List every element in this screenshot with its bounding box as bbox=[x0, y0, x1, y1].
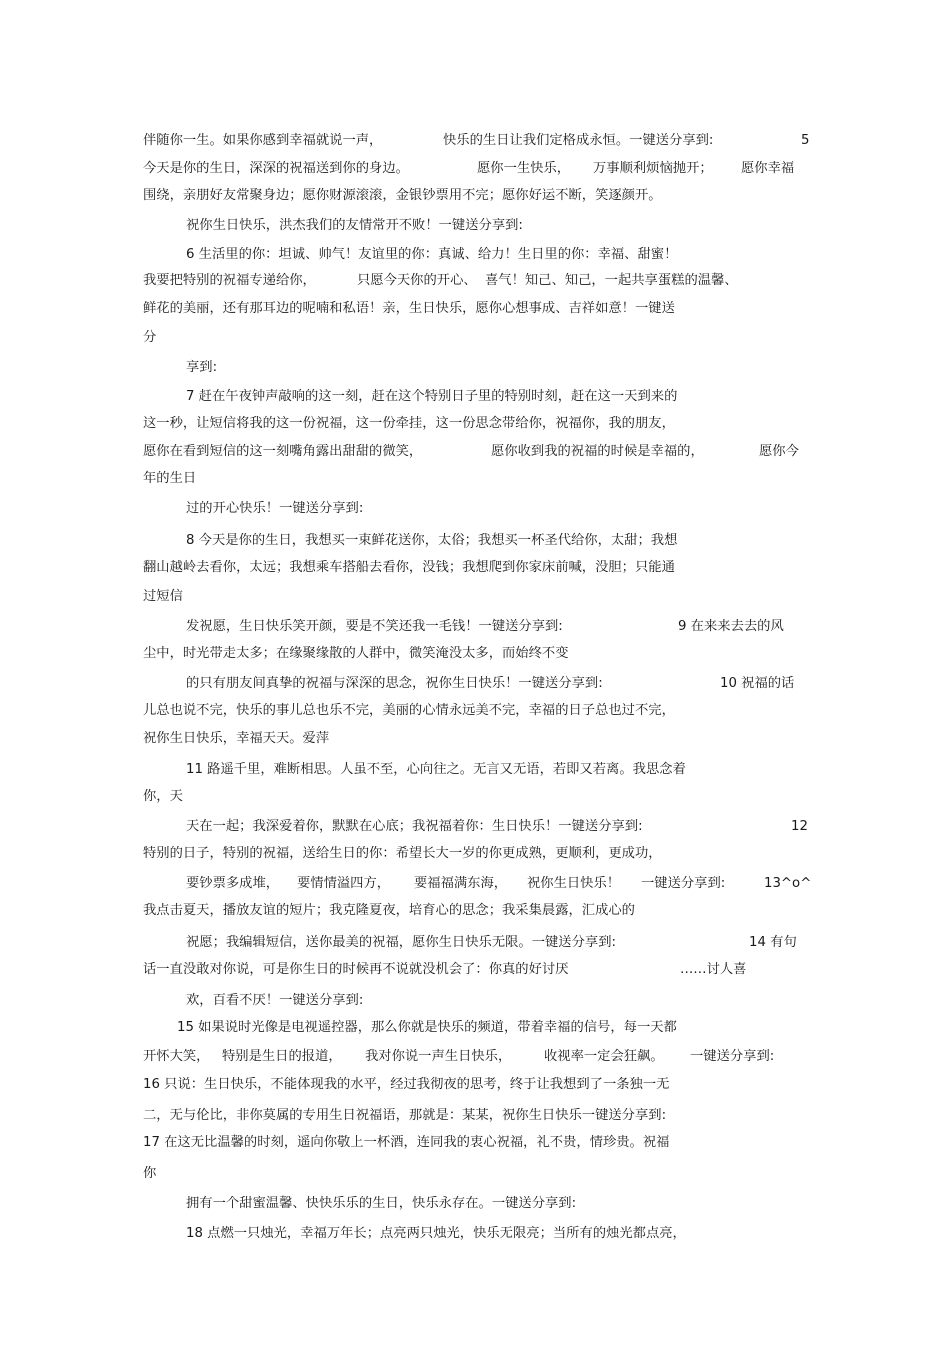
text-segment: 祝你生日快乐，洪杰我们的友情常开不败！一键送分享到: bbox=[186, 218, 523, 233]
text-line bbox=[0, 358, 950, 378]
text-segment: 要情情溢四方， bbox=[297, 876, 391, 891]
text-segment: 的只有朋友间真挚的祝福与深深的思念，祝你生日快乐！一键送分享到: bbox=[186, 676, 603, 691]
text-segment: 鲜花的美丽，还有那耳边的呢喃和私语！亲，生日快乐，愿你心想事成、吉祥如意！一键送 bbox=[143, 301, 675, 316]
text-segment: 只愿今天你的开心、 bbox=[357, 273, 477, 288]
text-segment: 分 bbox=[143, 330, 157, 345]
text-line bbox=[0, 558, 950, 578]
text-line bbox=[0, 729, 950, 749]
text-segment: 17 在这无比温馨的时刻，遥向你敬上一杯酒，连同我的衷心祝福，礼不贵，情珍贵。祝福 bbox=[143, 1135, 670, 1150]
text-line bbox=[0, 216, 950, 236]
text-segment: 18 点燃一只烛光，幸福万年长；点亮两只烛光，快乐无限亮；当所有的烛光都点亮， bbox=[186, 1226, 686, 1241]
text-segment: 我要把特别的祝福专递给你， bbox=[143, 273, 316, 288]
text-segment: 愿你今 bbox=[759, 444, 799, 459]
text-line bbox=[0, 960, 950, 980]
text-segment: 翻山越岭去看你，太远；我想乘车搭船去看你，没钱；我想爬到你家床前喊，没胆；只能通 bbox=[143, 560, 675, 575]
text-line bbox=[0, 387, 950, 407]
text-segment: 8 今天是你的生日，我想买一束鲜花送你，太俗；我想买一杯圣代给你，太甜；我想 bbox=[186, 533, 678, 548]
text-line bbox=[0, 1018, 950, 1038]
text-segment: 10 祝福的话 bbox=[720, 676, 795, 691]
text-segment: 享到: bbox=[186, 360, 218, 375]
text-segment: 13^o^ bbox=[764, 876, 812, 891]
text-segment: 6 生活里的你：坦诚、帅气！友谊里的你：真诚、给力！生日里的你：幸福、甜蜜！ bbox=[186, 247, 678, 262]
text-segment: 过的开心快乐！一键送分享到: bbox=[186, 501, 364, 516]
text-segment: 今天是你的生日，深深的祝福送到你的身边。 bbox=[143, 161, 409, 176]
text-segment: 要钞票多成堆， bbox=[186, 876, 280, 891]
text-line bbox=[0, 901, 950, 921]
text-line bbox=[0, 186, 950, 206]
text-line bbox=[0, 1047, 950, 1067]
text-segment: 开怀大笑， bbox=[143, 1049, 210, 1064]
text-line bbox=[0, 817, 950, 837]
text-line bbox=[0, 328, 950, 348]
text-segment: 喜气！知己、知己，一起共享蛋糕的温馨、 bbox=[485, 273, 738, 288]
text-segment: 特别的日子，特别的祝福，送给生日的你：希望长大一岁的你更成熟，更顺利，更成功， bbox=[143, 846, 662, 861]
text-segment: 愿你一生快乐， bbox=[477, 161, 571, 176]
text-segment: 特别是生日的报道， bbox=[222, 1049, 342, 1064]
text-line bbox=[0, 1164, 950, 1184]
text-segment: 围绕，亲朋好友常聚身边；愿你财源滚滚，金银钞票用不完；愿你好运不断，笑逐颜开。 bbox=[143, 188, 662, 203]
text-line bbox=[0, 1224, 950, 1244]
text-line bbox=[0, 1075, 950, 1095]
text-line bbox=[0, 674, 950, 694]
text-segment: 15 如果说时光像是电视遥控器，那么你就是快乐的频道，带着幸福的信号，每一天都 bbox=[177, 1020, 677, 1035]
text-segment: 9 在来来去去的风 bbox=[678, 619, 784, 634]
text-segment: 过短信 bbox=[143, 589, 183, 604]
text-line bbox=[0, 874, 950, 894]
text-segment: 愿你收到我的祝福的时候是幸福的， bbox=[491, 444, 704, 459]
text-line bbox=[0, 469, 950, 489]
text-line bbox=[0, 787, 950, 807]
text-segment: 要福福满东海， bbox=[414, 876, 508, 891]
text-segment: 一键送分享到: bbox=[641, 876, 726, 891]
text-segment: 愿你在看到短信的这一刻嘴角露出甜甜的微笑， bbox=[143, 444, 423, 459]
text-segment: 伴随你一生。如果你感到幸福就说一声， bbox=[143, 133, 383, 148]
text-segment: 我对你说一声生日快乐， bbox=[365, 1049, 512, 1064]
text-segment: ……讨人喜 bbox=[680, 962, 747, 977]
text-line bbox=[0, 271, 950, 291]
text-segment: 收视率一定会狂飙。 bbox=[544, 1049, 664, 1064]
text-line bbox=[0, 531, 950, 551]
text-segment: 祝愿；我编辑短信，送你最美的祝福，愿你生日快乐无限。一键送分享到: bbox=[186, 935, 616, 950]
text-segment: 快乐的生日让我们定格成永恒。一键送分享到: bbox=[443, 133, 714, 148]
text-line bbox=[0, 1194, 950, 1214]
text-line bbox=[0, 414, 950, 434]
text-segment: 天在一起；我深爱着你，默默在心底；我祝福着你：生日快乐！一键送分享到: bbox=[186, 819, 643, 834]
text-segment: 愿你幸福 bbox=[741, 161, 795, 176]
text-segment: 万事顺利烦恼抛开； bbox=[593, 161, 713, 176]
text-segment: 5 bbox=[801, 133, 810, 148]
text-segment: 祝你生日快乐！ bbox=[527, 876, 621, 891]
text-line bbox=[0, 499, 950, 519]
text-segment: 拥有一个甜蜜温馨、快快乐乐的生日，快乐永存在。一键送分享到: bbox=[186, 1196, 577, 1211]
text-segment: 我点击夏天，播放友谊的短片；我克隆夏夜，培育心的思念；我采集晨露，汇成心的 bbox=[143, 903, 635, 918]
text-segment: 尘中，时光带走太多；在缘聚缘散的人群中，微笑淹没太多，而始终不变 bbox=[143, 646, 569, 661]
text-line bbox=[0, 991, 950, 1011]
text-segment: 12 bbox=[791, 819, 808, 834]
text-line bbox=[0, 617, 950, 637]
text-segment: 7 赶在午夜钟声敲响的这一刻，赶在这个特别日子里的特别时刻，赶在这一天到来的 bbox=[186, 389, 678, 404]
text-line bbox=[0, 442, 950, 462]
text-segment: 16 只说：生日快乐，不能体现我的水平，经过我彻夜的思考，终于让我想到了一条独一无 bbox=[143, 1077, 670, 1092]
text-segment: 你，天 bbox=[143, 789, 183, 804]
text-segment: 话一直没敢对你说，可是你生日的时候再不说就没机会了：你真的好讨厌 bbox=[143, 962, 569, 977]
text-line bbox=[0, 159, 950, 179]
text-line bbox=[0, 587, 950, 607]
text-line bbox=[0, 1133, 950, 1153]
text-segment: 欢，百看不厌！一键送分享到: bbox=[186, 993, 364, 1008]
text-segment: 11 路遥千里，难断相思。人虽不至，心向往之。无言又无语，若即又若离。我思念着 bbox=[186, 762, 686, 777]
text-segment: 二，无与伦比，非你莫属的专用生日祝福语，那就是：某某，祝你生日快乐一键送分享到: bbox=[143, 1108, 667, 1123]
text-segment: 你 bbox=[143, 1166, 157, 1181]
text-segment: 儿总也说不完，快乐的事儿总也乐不完，美丽的心情永远美不完，幸福的日子总也过不完， bbox=[143, 703, 675, 718]
text-line bbox=[0, 844, 950, 864]
text-line bbox=[0, 245, 950, 265]
text-line bbox=[0, 131, 950, 151]
text-segment: 发祝愿，生日快乐笑开颜，要是不笑还我一毛钱！一键送分享到: bbox=[186, 619, 563, 634]
text-line bbox=[0, 1106, 950, 1126]
text-segment: 14 有句 bbox=[749, 935, 797, 950]
text-line bbox=[0, 760, 950, 780]
text-segment: 一键送分享到: bbox=[690, 1049, 775, 1064]
text-line bbox=[0, 299, 950, 319]
text-line bbox=[0, 644, 950, 664]
text-segment: 年的生日 bbox=[143, 471, 197, 486]
text-line bbox=[0, 933, 950, 953]
text-segment: 祝你生日快乐，幸福天天。爱萍 bbox=[143, 731, 330, 746]
text-line bbox=[0, 701, 950, 721]
text-segment: 这一秒，让短信将我的这一份祝福，这一份牵挂，这一份思念带给你，祝福你，我的朋友， bbox=[143, 416, 675, 431]
